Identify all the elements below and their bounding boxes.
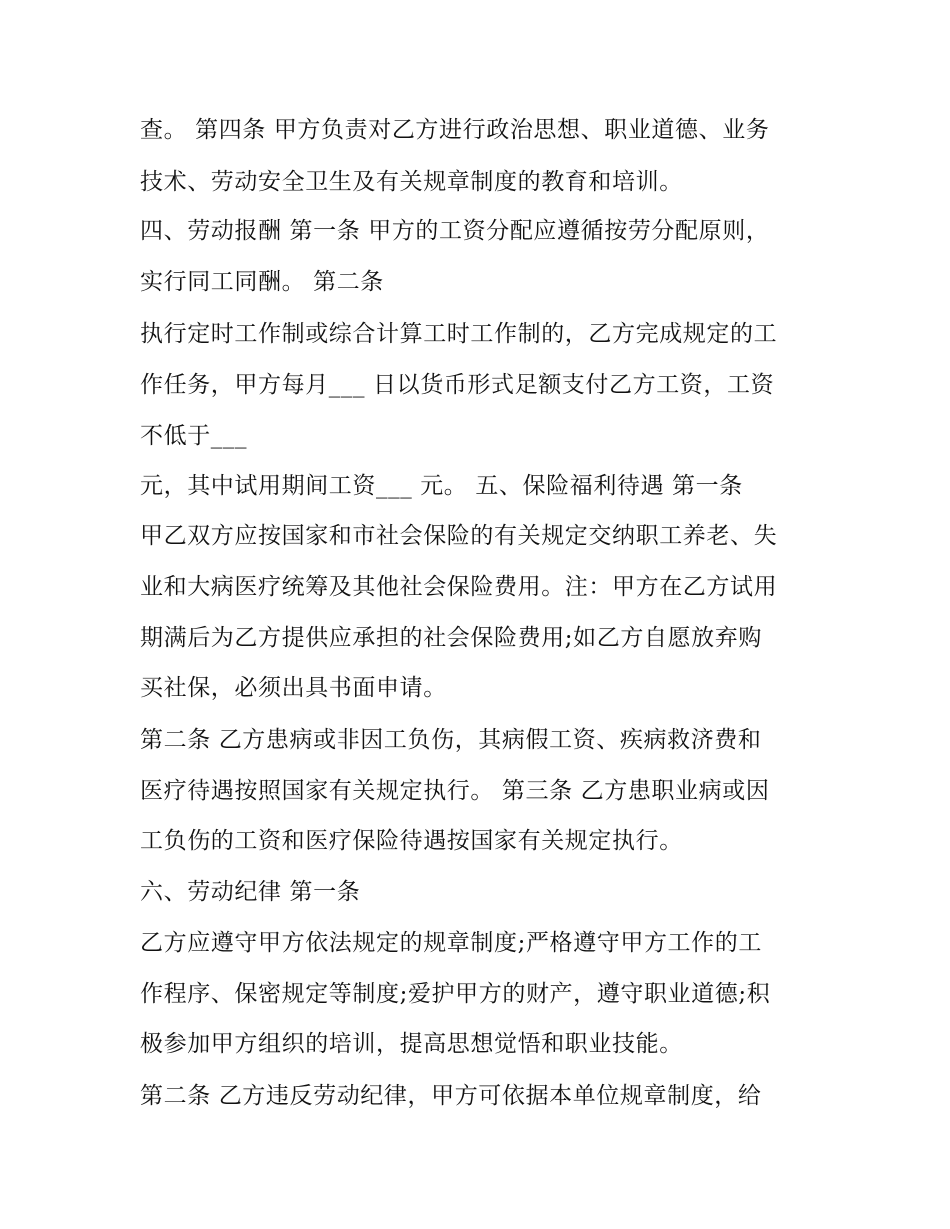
text-line: 不低于___ (140, 423, 248, 449)
text-line: 元，其中试用期间工资___ 元。 五、保险福利待遇 第一条 (140, 473, 743, 499)
text-line: 第二条 乙方患病或非因工负伤，其病假工资、疾病救济费和 (140, 727, 762, 753)
text-line: 医疗待遇按照国家有关规定执行。 第三条 乙方患职业病或因 (140, 778, 770, 804)
text-line: 作任务，甲方每月___ 日以货币形式足额支付乙方工资，工资 (140, 372, 775, 398)
text-line: 极参加甲方组织的培训，提高思想觉悟和职业技能。 (140, 1031, 683, 1057)
text-line: 业和大病医疗统筹及其他社会保险费用。注：甲方在乙方试用 (140, 574, 778, 600)
text-line: 执行定时工作制或综合计算工时工作制的，乙方完成规定的工 (140, 321, 778, 347)
text-line: 技术、劳动安全卫生及有关规章制度的教育和培训。 (140, 169, 683, 195)
text-line: 甲乙双方应按国家和市社会保险的有关规定交纳职工养老、失 (140, 523, 778, 549)
text-line: 乙方应遵守甲方依法规定的规章制度;严格遵守甲方工作的工 (140, 930, 762, 956)
text-line: 六、劳动纪律 第一条 (140, 879, 361, 905)
text-line: 作程序、保密规定等制度;爱护甲方的财产，遵守职业道德;积 (140, 981, 771, 1007)
text-line: 实行同工同酬。 第二条 (140, 269, 384, 295)
text-line: 期满后为乙方提供应承担的社会保险费用;如乙方自愿放弃购 (140, 625, 762, 651)
text-line: 查。 第四条 甲方负责对乙方进行政治思想、职业道德、业务 (140, 117, 770, 143)
text-line: 第二条 乙方违反劳动纪律，甲方可依据本单位规章制度，给 (140, 1083, 762, 1109)
text-line: 四、劳动报酬 第一条 甲方的工资分配应遵循按劳分配原则， (140, 218, 770, 244)
text-line: 买社保，必须出具书面申请。 (140, 675, 447, 701)
text-line: 工负伤的工资和医疗保险待遇按国家有关规定执行。 (140, 828, 683, 854)
